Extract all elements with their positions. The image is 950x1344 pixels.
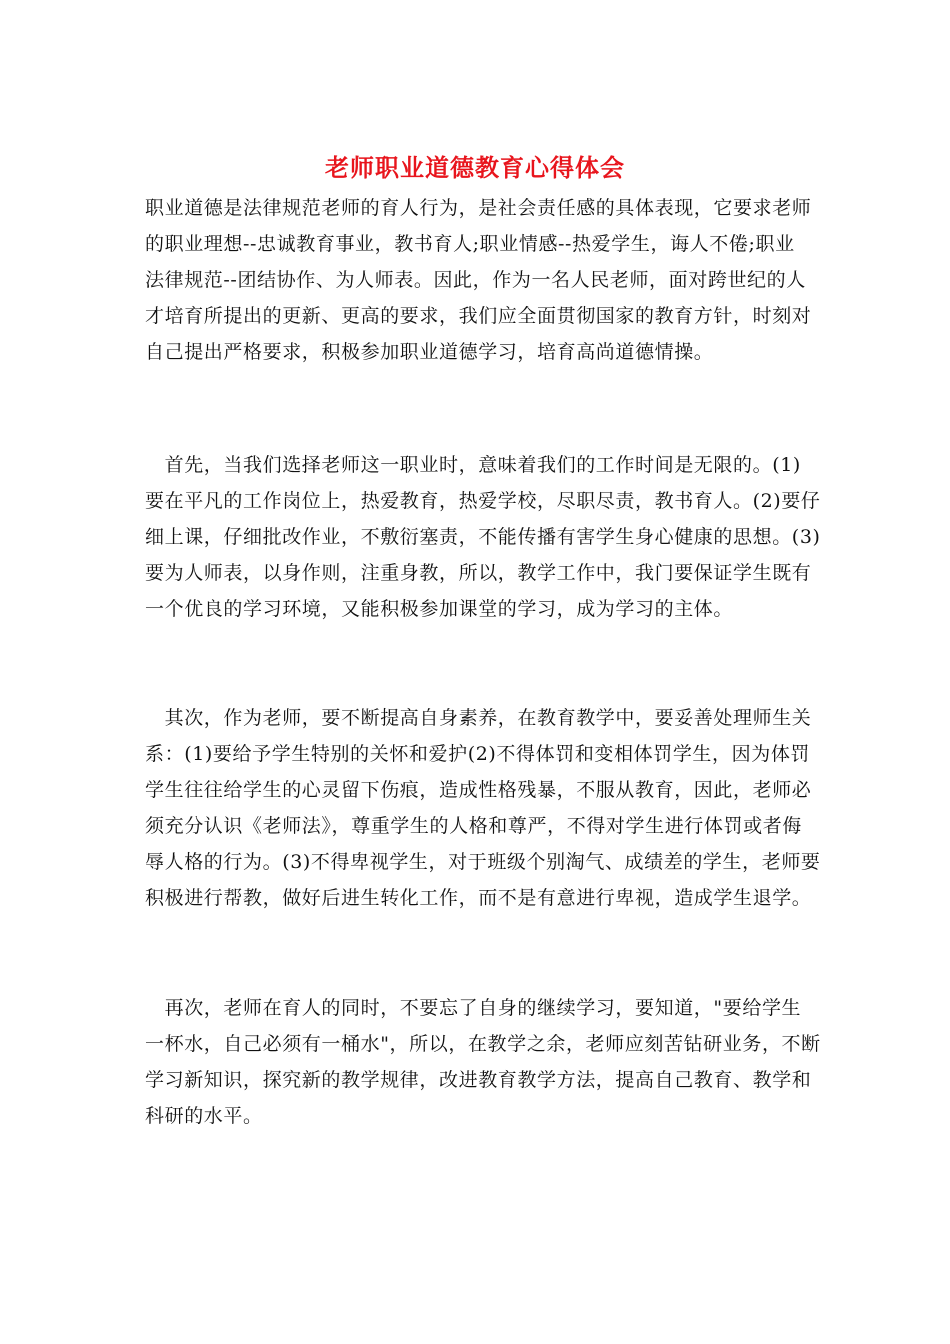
paragraph-line: 首先，当我们选择老师这一职业时，意味着我们的工作时间是无限的。(1): [145, 454, 801, 476]
paragraph-line: 要在平凡的工作岗位上，热爱教育，热爱学校，尽职尽责，教书育人。(2)要仔: [145, 490, 821, 512]
paragraph-1: [145, 190, 810, 370]
paragraph-line: 要为人师表，以身作则，注重身教，所以，教学工作中，我门要保证学生既有: [145, 562, 812, 584]
paragraph-4: [145, 990, 821, 1134]
paragraph-2: [145, 447, 821, 627]
paragraph-line: 学习新知识，探究新的教学规律，改进教育教学方法，提高自己教育、教学和: [145, 1069, 812, 1091]
paragraph-3: [145, 700, 821, 916]
paragraph-line: 自己提出严格要求，积极参加职业道德学习，培育高尚道德情操。: [145, 341, 714, 363]
paragraph-line: 辱人格的行为。(3)不得卑视学生，对于班级个别淘气、成绩差的学生，老师要: [145, 851, 821, 873]
paragraph-line: 科研的水平。: [145, 1105, 263, 1127]
paragraph-line: 其次，作为老师，要不断提高自身素养，在教育教学中，要妥善处理师生关: [145, 707, 812, 729]
paragraph-line: 法律规范--团结协作、为人师表。因此，作为一名人民老师，面对跨世纪的人: [145, 269, 806, 291]
paragraph-line: 一杯水，自己必须有一桶水"，所以，在教学之余，老师应刻苦钻研业务，不断: [145, 1033, 821, 1055]
paragraph-line: 积极进行帮教，做好后进生转化工作，而不是有意进行卑视，造成学生退学。: [145, 887, 812, 909]
paragraph-line: 细上课，仔细批改作业，不敷衍塞责，不能传播有害学生身心健康的思想。(3): [145, 526, 821, 548]
paragraph-line: 再次，老师在育人的同时，不要忘了自身的继续学习，要知道，"要给学生: [145, 997, 802, 1019]
document-title: 老师职业道德教育心得体会: [325, 153, 625, 182]
paragraph-line: 才培育所提出的更新、更高的要求，我们应全面贯彻国家的教育方针，时刻对: [145, 305, 812, 327]
paragraph-line: 职业道德是法律规范老师的育人行为，是社会责任感的具体表现，它要求老师: [145, 197, 812, 219]
paragraph-line: 学生往往给学生的心灵留下伤痕，造成性格残暴，不服从教育，因此，老师必: [145, 779, 812, 801]
paragraph-line: 须充分认识《老师法》，尊重学生的人格和尊严，不得对学生进行体罚或者侮: [145, 815, 802, 837]
paragraph-line: 系：(1)要给予学生特别的关怀和爱护(2)不得体罚和变相体罚学生，因为体罚: [145, 743, 811, 765]
paragraph-line: 的职业理想--忠诚教育事业，教书育人;职业情感--热爱学生，诲人不倦;职业: [145, 233, 795, 255]
paragraph-line: 一个优良的学习环境，又能积极参加课堂的学习，成为学习的主体。: [145, 598, 734, 620]
